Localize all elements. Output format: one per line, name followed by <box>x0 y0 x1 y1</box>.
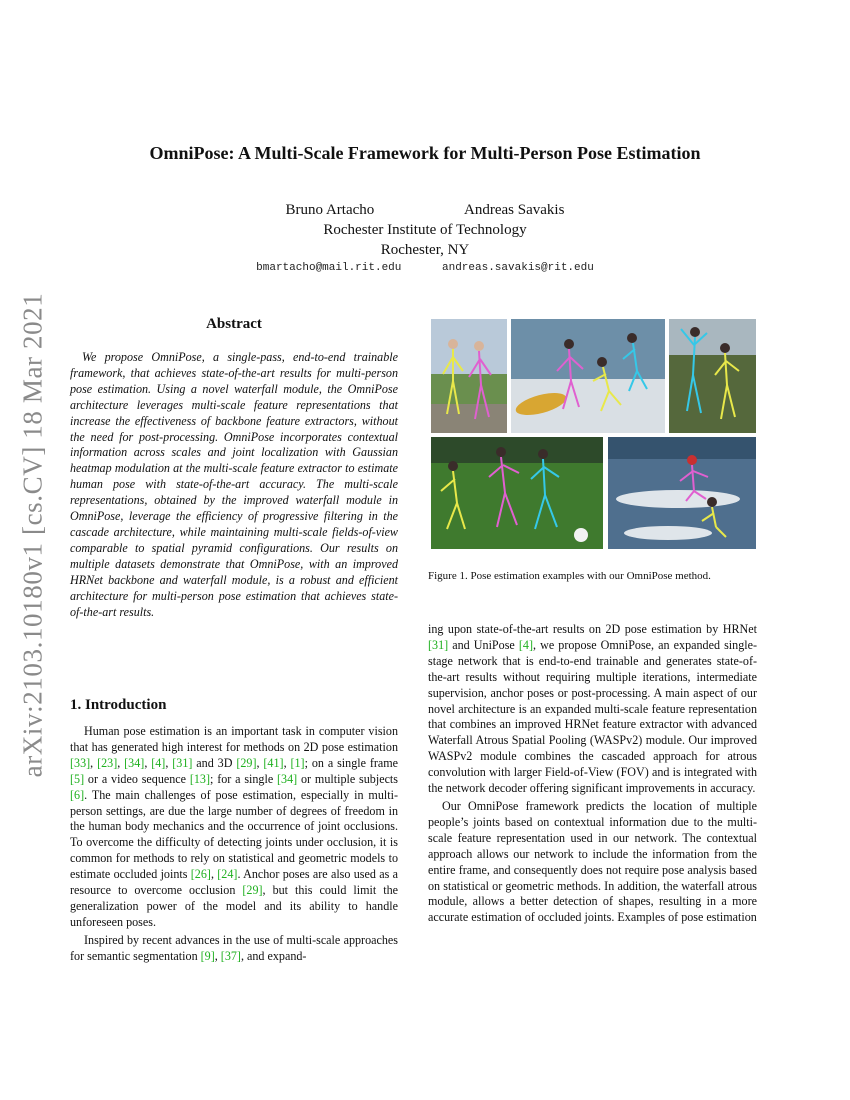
introduction-right-column <box>428 622 757 926</box>
author-block <box>60 200 790 260</box>
citation-link[interactable]: [29] <box>242 883 263 898</box>
paragraph-text: , <box>210 867 218 882</box>
citation-link[interactable]: [26] <box>190 867 211 882</box>
paragraph-text: , <box>283 755 291 770</box>
citation-link[interactable]: [9] <box>200 948 215 963</box>
paragraph-text: or a video sequence <box>84 771 190 786</box>
paragraph-text: ing upon state-of-the-art results on 2D pose estimation by HRNet <box>428 622 757 636</box>
citation-link[interactable]: [1] <box>290 755 305 770</box>
introduction-left-column <box>70 724 398 965</box>
abstract-heading: Abstract <box>206 316 262 332</box>
citation-link[interactable]: [34] <box>277 771 298 786</box>
paragraph-text: and 3D <box>192 755 237 770</box>
paragraph-text: , <box>117 755 125 770</box>
paragraph-text: ; on a single frame <box>304 755 399 770</box>
paragraph-text: , we propose OmniPose, an expanded single-stage network that is end-to-end trainable and generates state-of-the-art results without requiring multiple iterations, intermediate supervision, anchor poses or post-processing. A main aspect of our novel architecture is an expanded multi-scale feature representation that combines an improved HRNet feature extractor with advanced Waterfall Atrous Spatial Pooling (WASPv2) module. Our improved WASPv2 module combines the cascaded approach for atrous convolution with larger Field-of-View (FOV) and is integrated with the network decoder offering significant improvements in accuracy. <box>428 637 757 796</box>
abstract-text: We propose OmniPose, a single-pass, end-to-end trainable framework, that achieves state-of-the-art results for multi-person pose estimation. Using a novel waterfall module, the OmniPose architecture leverages multi-scale feature representations that increase the effectiveness of backbone feature extractors, without the need for post-processing. OmniPose incorporates contextual information across scales and joint localization with Gaussian heatmap modulation at the multi-scale feature extractor to estimate human pose with state-of-the-art accuracy. The multi-scale representations, obtained by the improved waterfall module in OmniPose, leverage the efficiency of progressive filtering in the cascade architecture, while maintaining multi-scale fields-of-view comparable to spatial pyramid configurations. Our results on multiple datasets demonstrate that OmniPose, with an improved HRNet backbone and waterfall module, is a robust and efficient architecture for multi-person pose estimation that achieves state-of-the-art results. <box>70 350 398 619</box>
pose-photo-kayakers <box>608 437 756 549</box>
arxiv-identifier-stamp[interactable] <box>8 290 58 780</box>
introduction-heading: 1. Introduction <box>70 697 167 713</box>
paragraph-text: ; for a single <box>210 771 278 786</box>
author-name: Bruno Artacho <box>285 202 375 218</box>
citation-link[interactable]: [6] <box>70 787 85 802</box>
email-row <box>60 262 790 274</box>
paragraph-text: , <box>144 755 152 770</box>
affiliation: Rochester Institute of Technology <box>323 222 527 238</box>
author-email[interactable]: andreas.savakis@rit.edu <box>442 262 594 274</box>
paragraph <box>70 933 398 965</box>
paragraph-text: or multiple subjects <box>297 771 399 786</box>
citation-link[interactable]: [4] <box>151 755 166 770</box>
citation-link[interactable]: [23] <box>97 755 118 770</box>
figure-caption: Figure 1. Pose estimation examples with our OmniPose method. <box>428 570 711 582</box>
citation-link[interactable]: [37] <box>220 948 241 963</box>
citation-link[interactable]: [41] <box>263 755 284 770</box>
citation-link[interactable]: [33] <box>70 755 91 770</box>
citation-link[interactable]: [34] <box>124 755 145 770</box>
paragraph-text: , and expand- <box>240 948 307 963</box>
paragraph-text: Human pose estimation is an important task in computer vision that has generated high interest for methods on 2D pose estimation <box>70 724 398 754</box>
arxiv-id-text[interactable]: arXiv:2103.10180v1 [cs.CV] 18 Mar 2021 <box>17 292 48 778</box>
location: Rochester, NY <box>380 242 470 258</box>
paragraph-text: , <box>90 755 98 770</box>
citation-link[interactable]: [24] <box>217 867 238 882</box>
citation-link[interactable]: [13] <box>189 771 211 786</box>
citation-link[interactable]: [4] <box>518 637 533 652</box>
pose-photo-basketball <box>669 319 756 433</box>
citation-link[interactable]: [5] <box>70 771 85 786</box>
citation-link[interactable]: [31] <box>428 637 449 652</box>
paragraph-text: , <box>165 755 173 770</box>
paragraph-text: , <box>214 948 221 963</box>
paragraph-text: , <box>256 755 264 770</box>
paragraph <box>70 724 398 931</box>
paragraph <box>428 799 757 926</box>
author-name: Andreas Savakis <box>464 202 565 218</box>
paragraph-text: . Anchor poses are also used as a resource to overcome occlusion <box>70 867 398 898</box>
paper-title: OmniPose: A Multi-Scale Framework for Multi-Person Pose Estimation <box>149 143 701 163</box>
author-email[interactable]: bmartacho@mail.rit.edu <box>256 262 402 274</box>
paragraph <box>428 622 757 797</box>
pose-photo-soccer <box>431 437 603 549</box>
pose-photo-surfers <box>511 319 665 433</box>
citation-link[interactable]: [29] <box>236 755 257 770</box>
figure-1 <box>431 319 756 549</box>
citation-link[interactable]: [31] <box>172 755 193 770</box>
pose-photo-children <box>431 319 507 433</box>
paragraph-text: , but this could limit the generalization power of the model and its ability to handle unforeseen poses. <box>70 883 398 929</box>
paragraph-text: Inspired by recent advances in the use of multi-scale approaches for semantic segmentation <box>70 932 398 963</box>
paragraph-text: . The main challenges of pose estimation, especially in multi-person settings, are due the large number of degrees of freedom in the human body mechanics and the occurrence of joint occlusions. To overcome the difficulty of detecting joints under occlusion, it is common for methods to rely on statistical and geometric models to estimate occluded joints <box>70 787 398 882</box>
paragraph-text: and UniPose <box>448 637 519 652</box>
paragraph-text: Our OmniPose framework predicts the location of multiple people’s joints based on contextual information due to the multi-scale feature representation used in our network. The contextual approach allows our network to include the information from the entire frame, and consequently does not require pose analysis based on statistical or geometric methods. In addition, the waterfall atrous module, allows a better detection of shapes, resulting in a more accurate estimation of occluded joints. Examples of pose estimation <box>428 798 757 925</box>
